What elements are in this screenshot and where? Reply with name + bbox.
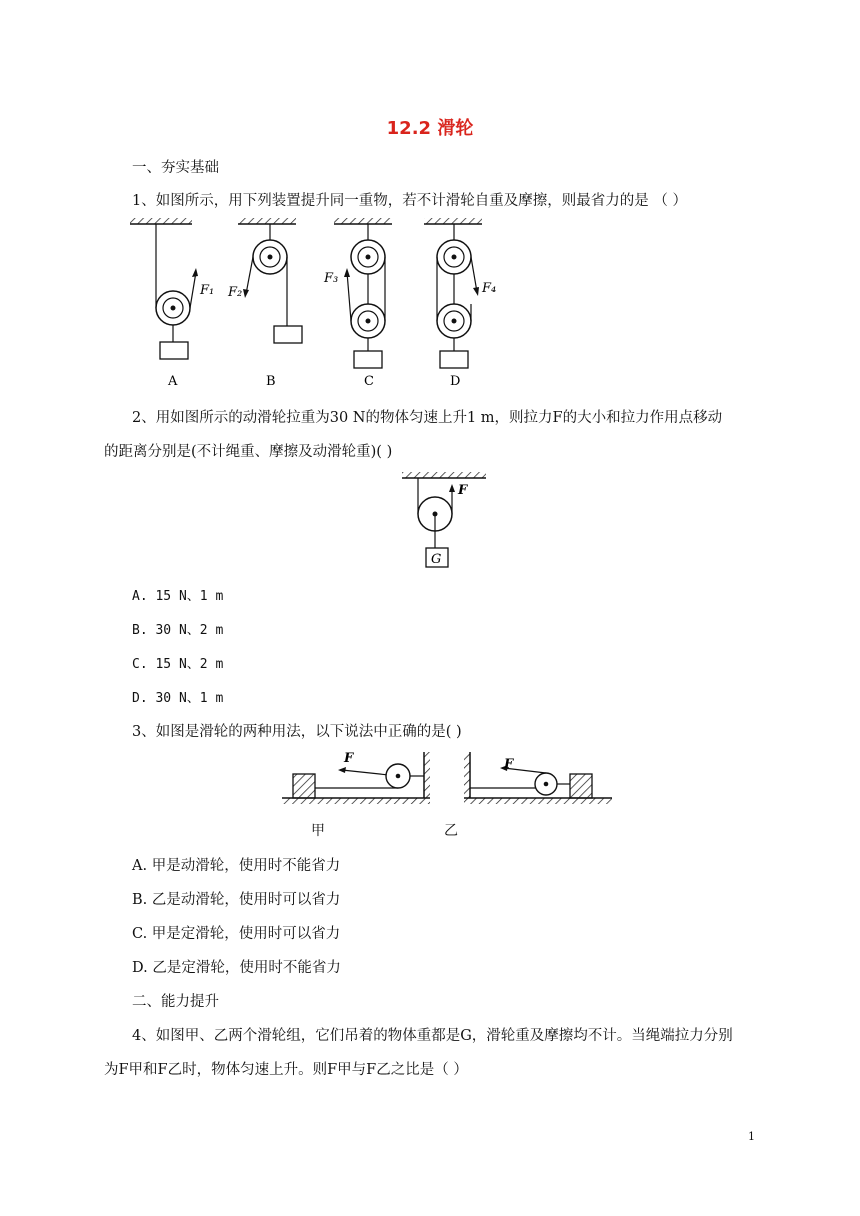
question-3-text: 3、如图是滑轮的两种用法，以下说法中正确的是( )	[132, 724, 462, 740]
force-label-f2: F₂	[228, 285, 243, 300]
caption-jia: 甲	[311, 823, 325, 839]
question-4-line-2: 为F甲和F乙时，物体匀速上升。则F甲与F乙之比是（ ）	[104, 1062, 468, 1078]
force-label-f4: F₄	[482, 281, 497, 296]
question-2-line-2: 的距离分别是(不计绳重、摩擦及动滑轮重)( )	[104, 444, 393, 460]
option-label-c: C	[364, 374, 374, 389]
q2-option-c: C. 15 N、2 m	[132, 657, 224, 672]
q2-option-d: D. 30 N、1 m	[132, 691, 224, 706]
q1-pulley-figure	[128, 216, 498, 391]
force-label-f-jia: F	[344, 751, 354, 766]
q2-movable-pulley-figure	[396, 470, 492, 572]
q3-option-b: B. 乙是动滑轮，使用时可以省力	[132, 892, 341, 908]
q2-option-b: B. 30 N、2 m	[132, 623, 224, 638]
section-heading-advanced: 二、能力提升	[132, 994, 219, 1010]
pulley-option-b	[227, 218, 302, 389]
q2-option-a: A. 15 N、1 m	[132, 589, 224, 604]
section-heading-basics: 一、夯实基础	[132, 160, 219, 176]
option-label-a: A	[168, 374, 178, 389]
figure-yi	[464, 752, 612, 804]
force-label-f1: F₁	[200, 283, 215, 298]
option-label-b: B	[266, 374, 276, 389]
force-label-f-yi: F	[504, 757, 514, 772]
caption-yi: 乙	[444, 823, 458, 839]
question-1-text: 1、如图所示，用下列装置提升同一重物，若不计滑轮自重及摩擦，则最省力的是 （ ）	[132, 193, 687, 209]
q3-pulley-usage-figure	[280, 748, 615, 810]
weight-label-g: G	[431, 552, 442, 567]
q3-option-d: D. 乙是定滑轮，使用时不能省力	[132, 960, 341, 976]
page-title: 12.2 滑轮	[386, 118, 474, 139]
force-label-f: F	[458, 483, 468, 498]
pulley-option-d	[424, 218, 496, 389]
q3-option-c: C. 甲是定滑轮，使用时可以省力	[132, 926, 341, 942]
pulley-option-c	[323, 218, 392, 389]
pulley-option-a	[130, 218, 214, 389]
q3-option-a: A. 甲是动滑轮，使用时不能省力	[132, 858, 341, 874]
figure-jia	[282, 751, 430, 804]
force-label-f3: F₃	[324, 271, 339, 286]
page-number: 1	[748, 1130, 755, 1143]
question-4-line-1: 4、如图甲、乙两个滑轮组，它们吊着的物体重都是G，滑轮重及摩擦均不计。当绳端拉力分别	[132, 1028, 733, 1044]
question-2-line-1: 2、用如图所示的动滑轮拉重为30 N的物体匀速上升1 m，则拉力F的大小和拉力作用点移动	[132, 410, 723, 426]
option-label-d: D	[450, 374, 461, 389]
